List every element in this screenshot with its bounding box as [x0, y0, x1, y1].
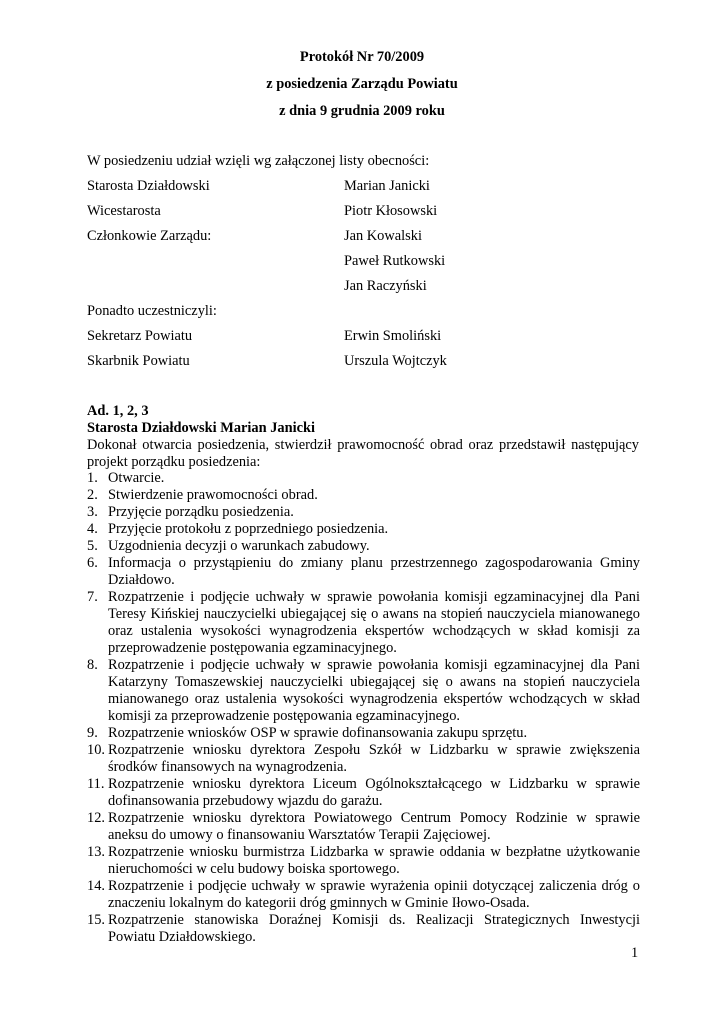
- agenda-item-number: 5.: [87, 538, 98, 554]
- agenda-item-text: Uzgodnienia decyzji o warunkach zabudowy.: [108, 538, 370, 554]
- agenda-item-text: Rozpatrzenie i podjęcie uchwały w sprawie powołania komisji egzaminacyjnej dla Pani Teresy Kińskiej nauczycielki ubiegającej się o awans na stopień nauczyciela mianowanego oraz ustalenia wysokości wynagrodzenia ekspertów wchodzących w skład komisji za przeprowadzenie postępowania egzaminacyjnego.: [108, 589, 640, 656]
- agenda-item: [87, 725, 640, 742]
- attendance-name: Piotr Kłosowski: [344, 203, 438, 219]
- agenda-item-text: Rozpatrzenie wniosku dyrektora Powiatowego Centrum Pomocy Rodzinie w sprawie aneksu do umowy o finansowaniu Warsztatów Terapii Zajęciowej.: [108, 810, 640, 843]
- agenda-item-text: Rozpatrzenie wniosków OSP w sprawie dofinansowania zakupu sprzętu.: [108, 725, 528, 741]
- agenda-item-number: 8.: [87, 657, 98, 673]
- agenda-item-number: 6.: [87, 555, 98, 571]
- attendance-role: Członkowie Zarządu:: [87, 228, 212, 244]
- additional-role: Sekretarz Powiatu: [87, 328, 193, 344]
- agenda-item-number: 13.: [87, 844, 105, 860]
- attendance-name: Marian Janicki: [344, 178, 430, 194]
- agenda-item-number: 2.: [87, 487, 98, 503]
- agenda-item: [87, 538, 640, 555]
- additional-role: Skarbnik Powiatu: [87, 353, 190, 369]
- agenda-item: [87, 776, 640, 810]
- attendance-role: Wicestarosta: [87, 203, 161, 219]
- agenda-item-number: 3.: [87, 504, 98, 520]
- agenda-item-number: 7.: [87, 589, 98, 605]
- agenda-item: [87, 555, 640, 589]
- additional-name: Urszula Wojtczyk: [344, 353, 447, 369]
- page-number: 1: [631, 945, 639, 961]
- agenda-item-text: Rozpatrzenie stanowiska Doraźnej Komisji ds. Realizacji Strategicznych Inwestycji Powiatu Działdowskiego.: [108, 912, 640, 945]
- agenda-item-text: Rozpatrzenie i podjęcie uchwały w sprawie powołania komisji egzaminacyjnej dla Pani Katarzyny Tomaszewskiej nauczycielki ubiegającej się o awans na stopień nauczyciela mianowanego oraz ustalenia wysokości wynagrodzenia ekspertów wchodzących w skład komisji za przeprowadzenie postępowania egzaminacyjnego.: [108, 657, 640, 724]
- agenda-item: [87, 521, 640, 538]
- agenda-item: [87, 470, 640, 487]
- agenda-item-number: 9.: [87, 725, 98, 741]
- agenda-item: [87, 742, 640, 776]
- agenda-item: [87, 504, 640, 521]
- agenda-item-text: Rozpatrzenie i podjęcie uchwały w sprawie wyrażenia opinii dotyczącej zaliczenia dróg o znaczeniu lokalnym do kategorii dróg gminnych w Gminie Iłowo-Osada.: [108, 878, 640, 911]
- agenda-item: [87, 589, 640, 657]
- agenda-item-number: 15.: [87, 912, 105, 928]
- agenda-item-number: 11.: [87, 776, 105, 792]
- document-subtitle: z posiedzenia Zarządu Powiatu: [266, 76, 458, 92]
- agenda-item-number: 14.: [87, 878, 105, 894]
- agenda-item-number: 1.: [87, 470, 98, 486]
- section-text: Dokonał otwarcia posiedzenia, stwierdził prawomocność obrad oraz przedstawił następujący projekt porządku posiedzenia:: [87, 437, 639, 470]
- agenda-item-number: 10.: [87, 742, 105, 758]
- agenda-item-text: Przyjęcie porządku posiedzenia.: [108, 504, 294, 520]
- agenda-item: [87, 657, 640, 725]
- agenda-item-text: Przyjęcie protokołu z poprzedniego posiedzenia.: [108, 521, 389, 537]
- agenda-item-text: Informacja o przystąpieniu do zmiany planu przestrzennego zagospodarowania Gminy Działdowo.: [108, 555, 640, 588]
- agenda-item-text: Stwierdzenie prawomocności obrad.: [108, 487, 318, 503]
- agenda-item: [87, 487, 640, 504]
- additional-name: Erwin Smoliński: [344, 328, 442, 344]
- agenda-item-text: Rozpatrzenie wniosku burmistrza Lidzbarka w sprawie oddania w bezpłatne użytkowanie nieruchomości w celu budowy boiska sportowego.: [108, 844, 640, 877]
- agenda-item-text: Otwarcie.: [108, 470, 165, 486]
- document-title: Protokół Nr 70/2009: [299, 49, 425, 65]
- section-heading: Ad. 1, 2, 3: [87, 403, 149, 419]
- attendance-name: Paweł Rutkowski: [344, 253, 446, 269]
- agenda-item-number: 12.: [87, 810, 105, 826]
- attendance-name: Jan Kowalski: [344, 228, 422, 244]
- agenda-item: [87, 810, 640, 844]
- document-date: z dnia 9 grudnia 2009 roku: [279, 103, 445, 119]
- section-speaker: Starosta Działdowski Marian Janicki: [87, 420, 316, 436]
- agenda-list: [87, 470, 640, 946]
- agenda-item: [87, 912, 640, 946]
- attendance-role: Starosta Działdowski: [87, 178, 210, 194]
- agenda-item-text: Rozpatrzenie wniosku dyrektora Liceum Ogólnokształcącego w Lidzbarku w sprawie dofinansowania przebudowy wjazdu do garażu.: [108, 776, 640, 809]
- attendance-name: Jan Raczyński: [344, 278, 427, 294]
- agenda-item-number: 4.: [87, 521, 98, 537]
- additional-intro: Ponadto uczestniczyli:: [87, 303, 217, 319]
- agenda-item: [87, 844, 640, 878]
- attendance-intro: W posiedzeniu udział wzięli wg załączonej listy obecności:: [87, 153, 430, 169]
- agenda-item: [87, 878, 640, 912]
- agenda-item-text: Rozpatrzenie wniosku dyrektora Zespołu Szkół w Lidzbarku w sprawie zwiększenia środków finansowych na wynagrodzenia.: [108, 742, 640, 775]
